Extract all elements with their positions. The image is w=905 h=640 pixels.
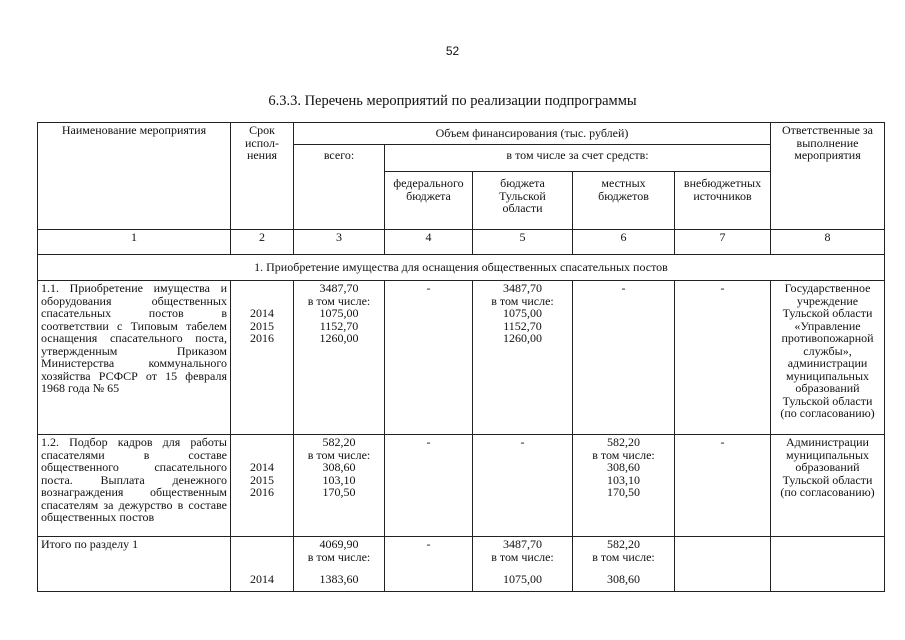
year-local: 308,60 (573, 568, 675, 592)
total-federal: - (385, 537, 473, 568)
column-number: 8 (771, 230, 885, 255)
measure-regional: - (473, 435, 573, 537)
header-local: местных бюджетов (573, 172, 675, 230)
measure-name: 1.2. Подбор кадров для работы спасателями в составе общественного спасательного поста. Выплата денежного вознаграждения общественным спасателям за дежурство в составе общественных постов (38, 435, 231, 537)
header-regional: бюджета Тульской области (473, 172, 573, 230)
header-funding: Объем финансирования (тыс. рублей) (294, 123, 771, 145)
year-row (38, 568, 885, 592)
column-number: 5 (473, 230, 573, 255)
total-row (38, 537, 885, 568)
header-extra: внебюджетных источников (675, 172, 771, 230)
header-federal: федерального бюджета (385, 172, 473, 230)
measure-name: 1.1. Приобретение имущества и оборудования общественных спасательных постов в соответствии с Типовым табелем оснащения спасательного поста, утвержденным Приказом Министерства коммунального хозяйства РСФСР от 15 февраля 1968 года № 65 (38, 281, 231, 435)
measure-years: 2014 2015 2016 (231, 281, 294, 435)
column-number: 1 (38, 230, 231, 255)
year-regional: 1075,00 (473, 568, 573, 592)
column-number: 4 (385, 230, 473, 255)
header-responsible: Ответственные за выполнение мероприятия (771, 123, 885, 230)
column-number-row (38, 230, 885, 255)
measure-responsible: Государственное учреждение Тульской области «Управление противопожарной службы», администрации муниципальных образований Тульской области (по согласованию) (771, 281, 885, 435)
header-name: Наименование мероприятия (38, 123, 231, 230)
column-number: 2 (231, 230, 294, 255)
page-number: 52 (445, 44, 460, 58)
measure-extra: - (675, 281, 771, 435)
year-label: 2014 (231, 568, 294, 592)
column-number: 7 (675, 230, 771, 255)
header-including: в том числе за счет средств: (385, 145, 771, 172)
total-regional: 3487,70 в том числе: (473, 537, 573, 568)
measure-responsible: Администрации муниципальных образований Тульской области (по согласованию) (771, 435, 885, 537)
measure-regional: 3487,70 в том числе: 1075,00 1152,70 1260,00 (473, 281, 573, 435)
page-title: 6.3.3. Перечень мероприятий по реализации подпрограммы (268, 93, 637, 109)
measure-total: 3487,70 в том числе: 1075,00 1152,70 1260,00 (294, 281, 385, 435)
total-sum: 4069,90 в том числе: (294, 537, 385, 568)
total-local: 582,20 в том числе: (573, 537, 675, 568)
measure-years: 2014 2015 2016 (231, 435, 294, 537)
measure-total: 582,20 в том числе: 308,60 103,10 170,50 (294, 435, 385, 537)
total-name: Итого по разделу 1 (38, 537, 231, 568)
year-total: 1383,60 (294, 568, 385, 592)
measure-federal: - (385, 281, 473, 435)
measures-table (37, 122, 885, 592)
section-title: 1. Приобретение имущества для оснащения общественных спасательных постов (38, 255, 885, 281)
header-total: всего: (294, 145, 385, 230)
table-row (38, 281, 885, 435)
table-row (38, 435, 885, 537)
column-number: 6 (573, 230, 675, 255)
header-term: Срок испол- нения (231, 123, 294, 230)
measure-local: 582,20 в том числе: 308,60 103,10 170,50 (573, 435, 675, 537)
measure-extra: - (675, 435, 771, 537)
measure-local: - (573, 281, 675, 435)
column-number: 3 (294, 230, 385, 255)
measure-federal: - (385, 435, 473, 537)
